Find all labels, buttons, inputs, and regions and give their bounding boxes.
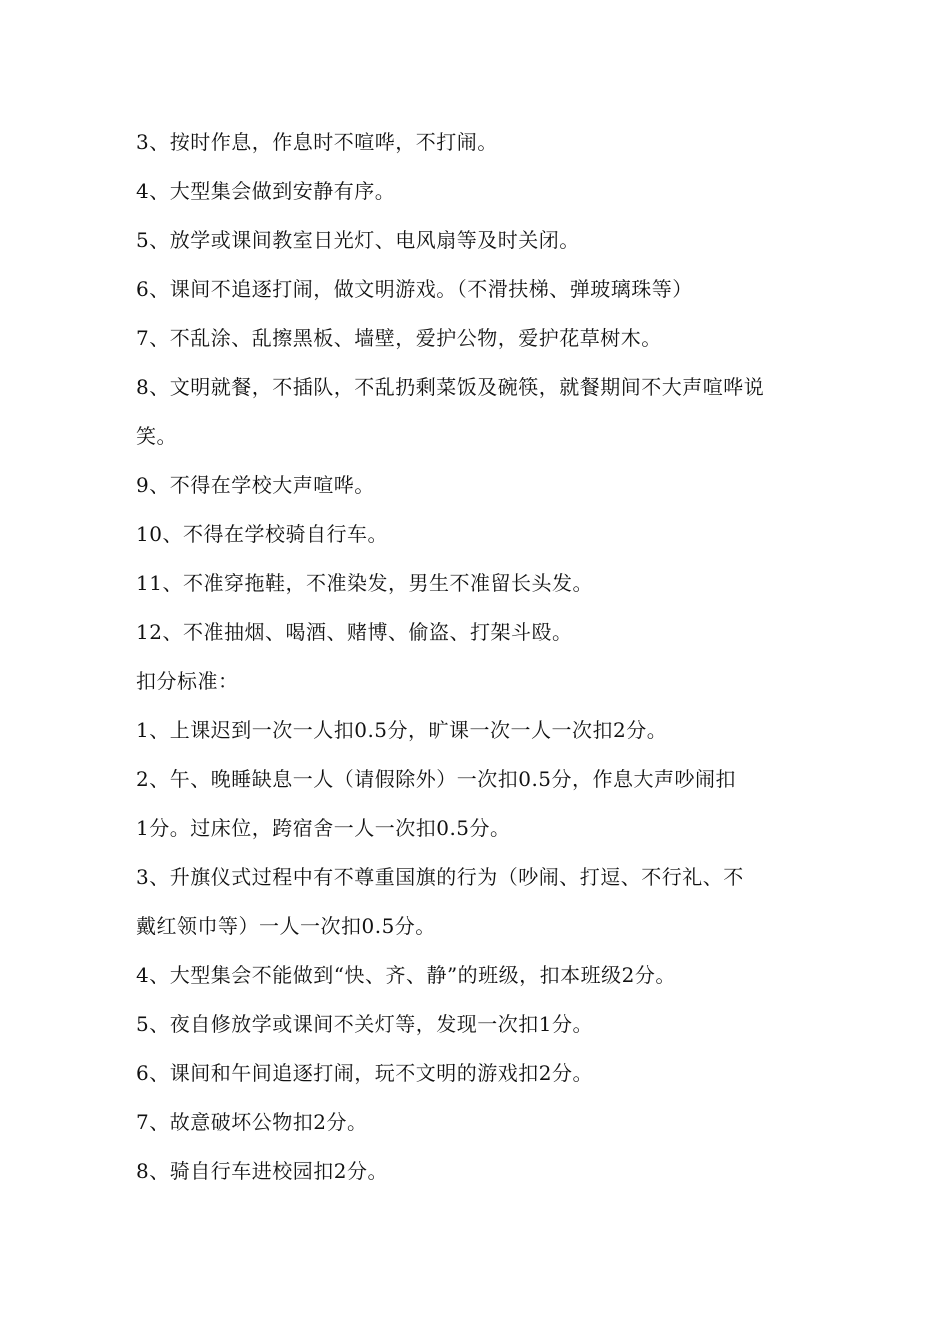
deduction-line-6: 6、课间和午间追逐打闹，玩不文明的游戏扣2分。 <box>136 1061 593 1085</box>
rule-line-12: 12、不准抽烟、喝酒、赌博、偷盗、打架斗殴。 <box>136 620 573 644</box>
document-body <box>136 118 836 1196</box>
rule-line-6: 6、课间不追逐打闹，做文明游戏。（不滑扶梯、弹玻璃珠等） <box>136 277 693 301</box>
rule-line-8-continued: 笑。 <box>136 424 177 448</box>
deduction-line-4: 4、大型集会不能做到“快、齐、静”的班级，扣本班级2分。 <box>136 963 676 987</box>
deduction-line-2: 2、午、晚睡缺息一人（请假除外）一次扣0.5分，作息大声吵闹扣 <box>136 767 737 791</box>
section-heading-deduction: 扣分标准： <box>136 669 239 693</box>
rule-line-9: 9、不得在学校大声喧哗。 <box>136 473 375 497</box>
rule-line-8: 8、文明就餐，不插队，不乱扔剩菜饭及碗筷，就餐期间不大声喧哗说 <box>136 375 765 399</box>
rule-line-3: 3、按时作息，作息时不喧哗，不打闹。 <box>136 130 498 154</box>
rule-line-7: 7、不乱涂、乱擦黑板、墙壁，爱护公物，爱护花草树木。 <box>136 326 662 350</box>
rule-line-4: 4、大型集会做到安静有序。 <box>136 179 396 203</box>
deduction-line-2-continued: 1分。过床位，跨宿舍一人一次扣0.5分。 <box>136 816 511 840</box>
deduction-line-3: 3、升旗仪式过程中有不尊重国旗的行为（吵闹、打逗、不行礼、不 <box>136 865 744 889</box>
deduction-line-1: 1、上课迟到一次一人扣0.5分，旷课一次一人一次扣2分。 <box>136 718 668 742</box>
rule-line-10: 10、不得在学校骑自行车。 <box>136 522 388 546</box>
deduction-line-7: 7、故意破坏公物扣2分。 <box>136 1110 368 1134</box>
rule-line-11: 11、不准穿拖鞋，不准染发，男生不准留长头发。 <box>136 571 593 595</box>
deduction-line-5: 5、夜自修放学或课间不关灯等，发现一次扣1分。 <box>136 1012 593 1036</box>
deduction-line-8: 8、骑自行车进校园扣2分。 <box>136 1159 388 1183</box>
deduction-line-3-continued: 戴红领巾等）一人一次扣0.5分。 <box>136 914 436 938</box>
rule-line-5: 5、放学或课间教室日光灯、电风扇等及时关闭。 <box>136 228 580 252</box>
